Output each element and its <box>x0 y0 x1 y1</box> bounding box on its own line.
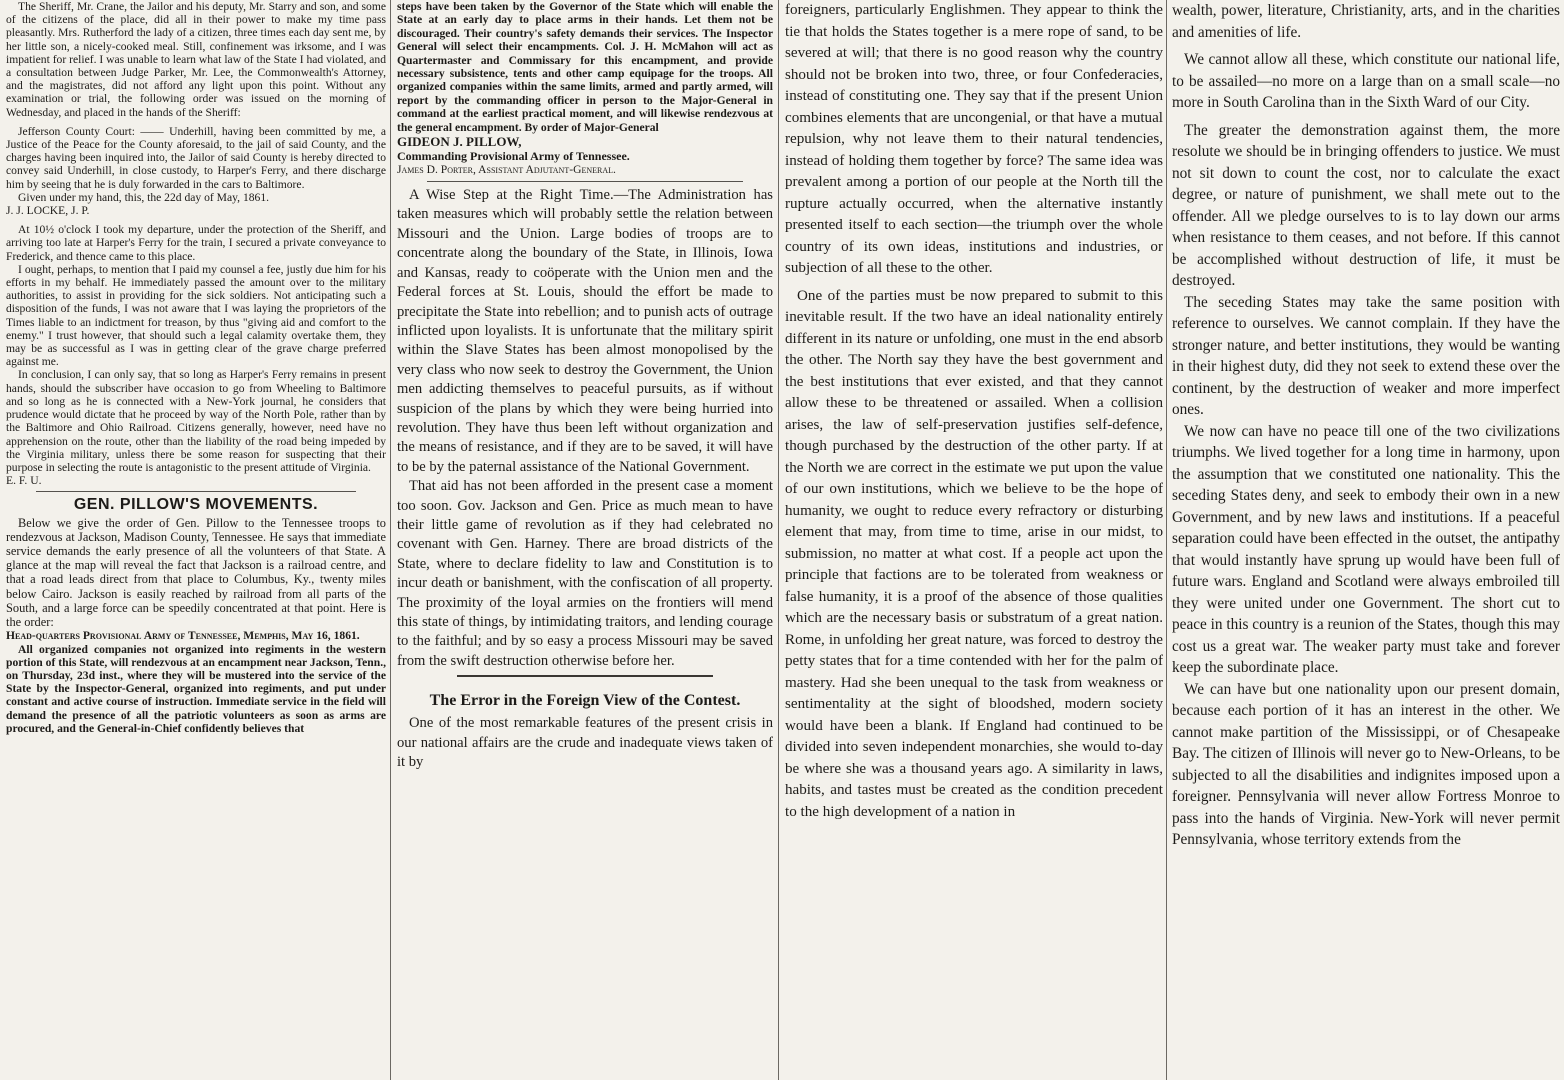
paragraph-counsel: I ought, perhaps, to mention that I paid my counsel a fee, justly due him for his efforts in my behalf. He immediately passed the amount over to the military authorities, to assist in providing for the sick soldiers. Not anticipating such a disposition of the funds, I was not aware that I was laying the proprietors of the Times liable to an indictment for treason, by thus "giving aid and comfort to the enemy." I trust however, that should such a legal calamity overtake them, they may be as successful as I was in getting clear of the grave charge preferred against me. <box>6 262 386 369</box>
headline-foreign-view: The Error in the Foreign View of the Contest. <box>429 692 741 710</box>
paragraph-given: Given under my hand, this, the 22d day of May, 1861. <box>18 190 270 204</box>
column-rule <box>1166 0 1167 1080</box>
paragraph-greater: The greater the demonstration against them, the more resolute we should be in bringing offenders to justice. We must not sit down to count the cost, nor to calculate the exact degree, or nature of punishment, we shall mete out to the offender. All we pledge ourselves to is to lay down our arms when resistance to them ceases, and not before. If this cannot be accomplished without destruction of life, it must be destroyed. <box>1172 121 1560 289</box>
paragraph-order: All organized companies not organized into regiments in the western portion of this State, will rendezvous at an encampment near Jackson, Tenn., on Thursday, 23d inst., where they will be mustered into the service of the State by the Inspector-General, organized into regiments, and put under constant and active course of instruction. Immediate service in the field will demand the presence of all the patriotic volunteers as soon as arms are procured, and the General-in-Chief confidently believes that <box>6 642 386 735</box>
headline-pillow: GEN. PILLOW'S MOVEMENTS. <box>73 496 319 514</box>
paragraph-conclusion: In conclusion, I can only say, that so long as Harper's Ferry remains in present hands, should the subscriber have occasion to go from Wheeling to Baltimore and so long as he is connected with a New-York journal, he considers that prudence would dictate that he proceed by way of the North Pole, rather than by the Baltimore and Ohio Railroad. Citizens generally, however, need have no apprehension on the route, other than the liability of the road being impeded by the Virginia military, unless there be some reason for suspecting that their purpose in selecting the route is antagonistic to the present attitude of Virginia. <box>6 368 386 474</box>
signature-efu: E. F. U. <box>6 474 42 488</box>
paragraph-order-continued: steps have been taken by the Governor of the State which will enable the State at an early day to place arms in their hands. Let them not be discouraged. Their country's safety demands their services. The Inspector General will select their encampments. Col. J. H. McMahon will act as Quartermaster and Commissary for this encampment, and provide necessary subsistence, tents and other camp equipage for the troops. All organized companies within the same limits, armed and partly armed, will report by the commanding officer in person to the Major-General in command at the earliest practical moment, and will likewise rendezvous at the general encampment. By order of Major-General <box>397 0 773 134</box>
column-rule <box>778 0 779 1080</box>
column-1 <box>6 0 386 1080</box>
section-divider <box>427 181 743 182</box>
column-4 <box>1172 0 1560 1080</box>
paragraph-allow: We cannot allow all these, which constitute our national life, to be assailed—no more on a large than on a small scale—no more in South Carolina than in the Sixth Ward of our City. <box>1172 51 1560 111</box>
paragraph-wise-step: A Wise Step at the Right Time.—The Administration has taken measures which will probably settle the relation between Missouri and the Union. Large bodies of troops are to concentrate along the boundary of the State, in Illinois, Iowa and Kansas, ready to coöperate with the Union men and the Federal forces at St. Louis, should the effort be made to precipitate the State into rebellion; and to punish acts of outrage inflicted upon loyalists. It is unfortunate that the military spirit within the Slave States has been almost monopolised by the very class who now seek to destroy the Government, the Union men addicting themselves to peaceful pursuits, as if without suspicion of the plans by which they were being hurried into revolution. They have thus been left without organization and the means of resistance, and if they are to be saved, it will have to be by the paternal assistance of the National Government. <box>397 187 773 475</box>
paragraph-sheriff: The Sheriff, Mr. Crane, the Jailor and his deputy, Mr. Starry and son, and some of the citizens of the place, did all in their power to make my time pass pleasantly. Mrs. Rutherford the lady of a citizen, three times each day sent me, by her little son, a nicely-cooked meal. Still, confinement was irksome, and I was impatient for relief. I was unable to learn what law of the State I had violated, and a consultation between Judge Parker, Mr. Lee, the Commonwealth's Attorney, and the magistrates, did not afford any light upon this point. Without any examination or trial, the following order was issued on the morning of Wednesday, and placed in the hands of the Sheriff: <box>6 0 386 119</box>
paragraph-headquarters: Head-quarters Provisional Army of Tennessee, Memphis, May 16, 1861. <box>6 629 360 643</box>
paragraph-pillow-intro: Below we give the order of Gen. Pillow to the Tennessee troops to rendezvous at Jackson, Madison County, Tennessee. He says that immediate service demands the early presence of all the volunteers of that State. A glance at the map will reveal the fact that Jackson is a railroad centre, and that a road leads direct from that place to Columbus, Ky., twenty miles below Cairo. Jackson is easily reached by railroad from all parts of the South, and a large force can be speedily concentrated at that point. Here is the order: <box>6 515 386 629</box>
signature-locke: J. J. LOCKE, J. P. <box>6 204 90 218</box>
paragraph-departure: At 10½ o'clock I took my departure, under the protection of the Sheriff, and arriving too late at Harper's Ferry for the train, I secured a private conveyance to Frederick, and thence came to this place. <box>6 223 386 263</box>
paragraph-court-order: Jefferson County Court: —— Underhill, having been committed by me, a Justice of the Peace for the County aforesaid, to the jail of said County, and the charges having been inquired into, the Jailor of said County is hereby directed to convey said Underhill, in close custody, to Harper's Ferry, and there discharge him by seeing that he is duly forwarded in the cars to Baltimore. <box>6 124 386 191</box>
paragraph-wealth: wealth, power, literature, Christianity, arts, and in the charities and amenities of life. <box>1172 2 1560 41</box>
column-rule <box>390 0 391 1080</box>
paragraph-aid: That aid has not been afforded in the present case a moment too soon. Gov. Jackson and Gen. Price as much mean to have their little game of revolution as if they had celebrated no covenant with Gen. Harney. There are broad districts of the State, where to declare fidelity to law and Constitution is to incur death or banishment, with the confiscation of all property. The proximity of the loyal armies on the frontiers will mend this state of things, by intimidating traitors, and lending courage to the faithful; and by so easy a process Missouri may be saved from the swift destruction otherwise before her. <box>397 478 773 669</box>
signature-pillow: GIDEON J. PILLOW, <box>397 134 522 150</box>
paragraph-remarkable: One of the most remarkable features of the present crisis in our national affairs are the crude and inadequate views taken of it by <box>397 715 773 771</box>
column-3 <box>785 0 1163 1080</box>
paragraph-parties: One of the parties must be now prepared to submit to this inevitable result. If the two have an ideal nationality entirely different in its nature or unfolding, one must in the end absorb the other. The North say they have the best government and the best institutions that ever existed, and that they cannot allow these to be threatened or assailed. When a collision arises, the law of self-preservation justifies self-defence, though purchased by the destruction of the other party. If at the North we are correct in the estimate we put upon the value of our own institutions, which we believe to be the hope of humanity, we ought to reduce every refractory or disturbing element that may, from time to time, arise in our midst, to submission, no matter at what cost. If a people act upon the principle that factions are to be tolerated from weakness or false humanity, it is a proof of the absence of those qualities which are the necessary basis or substratum of a great nation. Rome, in unfolding her great nature, was forced to destroy the petty states that for a time contended with her for the palm of mastery. Had she been unequal to the task from weakness or sentimentality at the sight of bloodshed, modern society would have been a blank. If England had continued to be divided into seven independent monarchies, she would to-day be where she was a thousand years ago. A similarity in laws, habits, and tastes must be created as the condition precedent to the high development of a nation in <box>785 287 1163 820</box>
column-2 <box>397 0 773 1080</box>
signature-pillow-title: Commanding Provisional Army of Tennessee. <box>397 149 630 164</box>
paragraph-nationality: We can have but one nationality upon our present domain, because each portion of it has an interest in the other. We cannot make partition of the Mississippi, or of Chesapeake Bay. The citizen of Illinois will never go to New-Orleans, to be subjected to all the disabilities and indignites imposed upon a foreigner. Pennsylvania will never allow Fortress Monroe to pass into the hands of Virginia. New-York will never permit Pennsylvania, whose territory extends from the <box>1172 680 1560 848</box>
signature-porter: James D. Porter, Assistant Adjutant-General. <box>397 163 616 177</box>
section-divider <box>457 675 713 677</box>
section-divider <box>36 491 356 492</box>
paragraph-peace: We now can have no peace till one of the two civilizations triumphs. We lived together for a long time in harmony, upon the assumption that we constituted one nationality. This the seceding States deny, and seek to embody their own in a new Government, and by new laws and institutions. If a peaceful separation could have been effected in the outset, the antipathy that would instantly have sprung up would have been full of future wars. England and Scotland were always embroiled till they were united under one Government. The short cut to peace in this country is a reunion of the States, though this may cost us a great war. The weaker party must take and forever keep the subordinate place. <box>1172 422 1560 676</box>
paragraph-seceding: The seceding States may take the same position with reference to ourselves. We cannot complain. If they have the stronger nature, and better institutions, they would be wanting in their highest duty, did they not seek to extend these over the continent, by the destruction of weaker and more imperfect ones. <box>1172 293 1560 418</box>
paragraph-foreigners: foreigners, particularly Englishmen. They appear to think the tie that holds the States together is a mere rope of sand, to be severed at will; that there is no good reason why the country should not be broken into two, three, or four Confederacies, instead of constituting one. They say that if the present Union combines elements that are uncongenial, or that have a mutual repulsion, why not leave them to their natural tendencies, instead of holding them together by force? The same idea was prevalent among a portion of our people at the North till the rupture actually occurred, when the alternative instantly presented itself to each section—the triumph over the whole country of its own ideas, institutions and industries, or subjection of all these to the other. <box>785 2 1163 276</box>
